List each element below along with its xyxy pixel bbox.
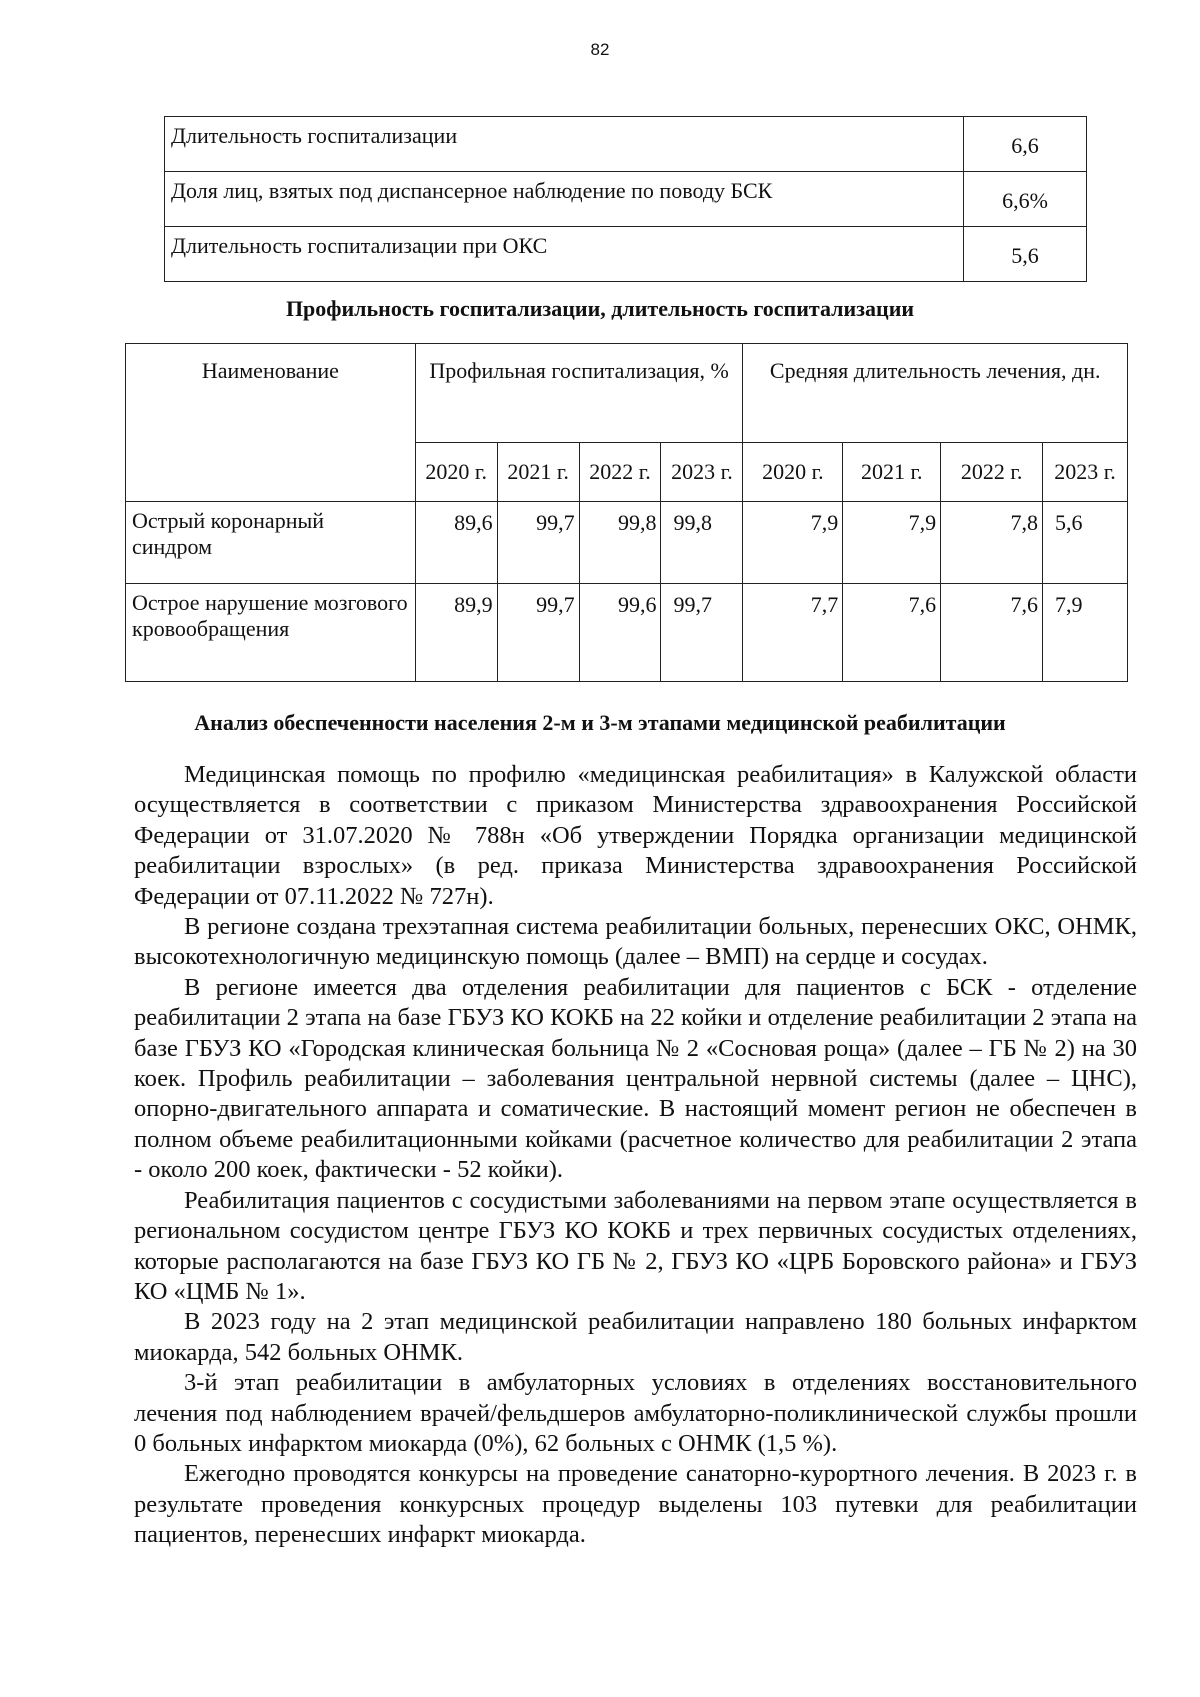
indicators-table xyxy=(164,116,1087,282)
paragraph: В регионе создана трехэтапная система реабилитации больных, перенесших ОКС, ОНМК, высокотехнологичную медицинскую помощь (далее – ВМП) на сердце и сосудах. xyxy=(134,913,1137,971)
table-row xyxy=(126,502,1128,584)
row-label: Доля лиц, взятых под диспансерное наблюдение по поводу БСК xyxy=(165,172,964,227)
year-header: 2022 г. xyxy=(579,443,661,502)
table-row xyxy=(165,227,1087,282)
row-name: Острый коронарный синдром xyxy=(126,502,416,584)
body-text xyxy=(134,760,1137,1551)
cell-value: 7,6 xyxy=(941,584,1043,682)
year-header: 2022 г. xyxy=(941,443,1043,502)
paragraph: В 2023 году на 2 этап медицинской реабилитации направлено 180 больных инфарктом миокарда, 542 больных ОНМК. xyxy=(134,1308,1137,1366)
table-row xyxy=(126,584,1128,682)
year-header: 2023 г. xyxy=(1043,443,1128,502)
paragraph: Ежегодно проводятся конкурсы на проведение санаторно-курортного лечения. В 2023 г. в результате проведения конкурсных процедур выделены 103 путевки для реабилитации пациентов, перенесших инфаркт миокарда. xyxy=(134,1460,1137,1549)
row-value: 5,6 xyxy=(964,227,1087,282)
cell-value: 99,6 xyxy=(579,584,661,682)
cell-value: 89,6 xyxy=(415,502,497,584)
paragraph: Медицинская помощь по профилю «медицинская реабилитация» в Калужской области осуществляется в соответствии с приказом Министерства здравоохранения Российской Федерации от 31.07.2020 № 788н «Об утверждении Порядка организации медицинской реабилитации взрослых» (в ред. приказа Министерства здравоохранения Российской Федерации от 07.11.2022 № 727н). xyxy=(134,761,1137,910)
year-header: 2020 г. xyxy=(743,443,843,502)
table-row xyxy=(165,172,1087,227)
cell-value: 99,7 xyxy=(497,502,579,584)
cell-value: 99,7 xyxy=(661,584,743,682)
hospitalization-table xyxy=(125,343,1128,682)
paragraph: В регионе имеется два отделения реабилитации для пациентов с БСК - отделение реабилитации 2 этапа на базе ГБУЗ КО КОКБ на 22 койки и отделение реабилитации 2 этапа на базе ГБУЗ КО «Городская клиническая больница № 2 «Сосновая роща» (далее – ГБ № 2) на 30 коек. Профиль реабилитации – заболевания центральной нервной системы (далее – ЦНС), опорно-двигательного аппарата и соматические. В настоящий момент регион не обеспечен в полном объеме реабилитационными койками (расчетное количество для реабилитации 2 этапа - около 200 коек, фактически - 52 койки). xyxy=(134,973,1137,1184)
cell-value: 7,6 xyxy=(843,584,941,682)
cell-value: 7,8 xyxy=(941,502,1043,584)
year-header: 2023 г. xyxy=(661,443,743,502)
row-value: 6,6% xyxy=(964,172,1087,227)
header-name: Наименование xyxy=(126,344,416,502)
paragraph: Реабилитация пациентов с сосудистыми заболеваниями на первом этапе осуществляется в региональном сосудистом центре ГБУЗ КО КОКБ и трех первичных сосудистых отделениях, которые располагаются на базе ГБУЗ КО ГБ № 2, ГБУЗ КО «ЦРБ Боровского района» и ГБУЗ КО «ЦМБ № 1». xyxy=(134,1186,1137,1305)
row-label: Длительность госпитализации при ОКС xyxy=(165,227,964,282)
header-duration: Средняя длительность лечения, дн. xyxy=(743,344,1128,443)
row-value: 6,6 xyxy=(964,117,1087,172)
year-header: 2020 г. xyxy=(415,443,497,502)
page-number: 82 xyxy=(590,40,610,59)
row-label: Длительность госпитализации xyxy=(165,117,964,172)
cell-value: 89,9 xyxy=(415,584,497,682)
cell-value: 99,7 xyxy=(497,584,579,682)
paragraph: 3-й этап реабилитации в амбулаторных условиях в отделениях восстановительного лечения под наблюдением врачей/фельдшеров амбулаторно-поликлинической службы прошли 0 больных инфарктом миокарда (0%), 62 больных с ОНМК (1,5 %). xyxy=(134,1369,1137,1457)
cell-value: 7,9 xyxy=(1043,584,1128,682)
cell-value: 99,8 xyxy=(579,502,661,584)
cell-value: 7,7 xyxy=(743,584,843,682)
year-header: 2021 г. xyxy=(843,443,941,502)
cell-value: 7,9 xyxy=(843,502,941,584)
row-name: Острое нарушение мозгового кровообращения xyxy=(126,584,416,682)
year-header: 2021 г. xyxy=(497,443,579,502)
cell-value: 7,9 xyxy=(743,502,843,584)
section-title-hospitalization: Профильность госпитализации, длительность госпитализации xyxy=(285,296,915,321)
cell-value: 5,6 xyxy=(1043,502,1128,584)
cell-value: 99,8 xyxy=(661,502,743,584)
header-profile: Профильная госпитализация, % xyxy=(415,344,743,443)
section-title-rehabilitation: Анализ обеспеченности населения 2-м и 3-м этапами медицинской реабилитации xyxy=(194,710,1006,735)
table-row xyxy=(165,117,1087,172)
